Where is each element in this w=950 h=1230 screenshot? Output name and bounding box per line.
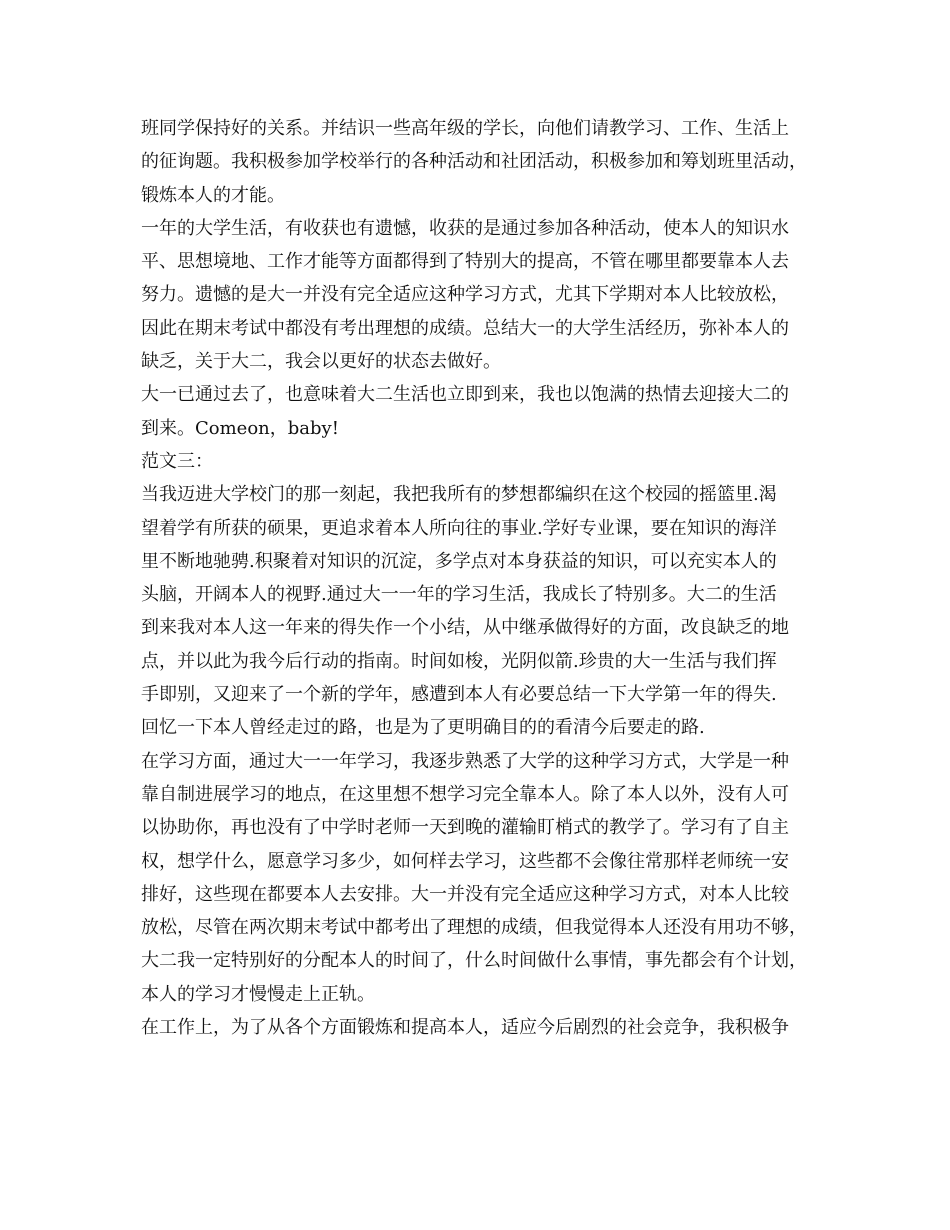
text-line: 缺乏，关于大二，我会以更好的状态去做好。	[141, 351, 501, 373]
text-line: 一年的大学生活，有收获也有遗憾，收获的是通过参加各种活动，使本人的知识水	[141, 217, 789, 239]
text-line: 锻炼本人的才能。	[141, 184, 285, 206]
text-line: 班同学保持好的关系。并结识一些高年级的学长，向他们请教学习、工作、生活上	[141, 118, 789, 139]
text-line: 努力。遗憾的是大一并没有完全适应这种学习方式，尤其下学期对本人比较放松，	[141, 284, 789, 306]
text-line: 本人的学习才慢慢走上正轨。	[141, 983, 375, 1005]
text-line: 到来我对本人这一年来的得失作一个小结，从中继承做得好的方面，改良缺乏的地	[141, 617, 789, 639]
text-line: 到来。Comeon，baby!	[141, 417, 339, 439]
text-line: 回忆一下本人曾经走过的路，也是为了更明确目的的看清今后要走的路.	[141, 717, 705, 739]
text-line: 里不断地驰骋.积聚着对知识的沉淀，多学点对本身获益的知识，可以充实本人的	[141, 550, 777, 572]
text-line: 点，并以此为我今后行动的指南。时间如梭，光阴似箭.珍贵的大一生活与我们挥	[141, 650, 777, 672]
section-heading: 范文三：	[141, 450, 213, 472]
text-line: 手即别，又迎来了一个新的学年，感遭到本人有必要总结一下大学第一年的得失.	[141, 684, 777, 706]
text-line: 在学习方面，通过大一一年学习，我逐步熟悉了大学的这种学习方式，大学是一种	[141, 750, 789, 772]
text-line: 头脑，开阔本人的视野.通过大一一年的学习生活，我成长了特别多。大二的生活	[141, 584, 777, 606]
document-body	[141, 112, 821, 1044]
text-line: 排好，这些现在都要本人去安排。大一并没有完全适应这种学习方式，对本人比较	[141, 883, 789, 905]
text-line: 望着学有所获的硕果，更追求着本人所向往的事业.学好专业课，要在知识的海洋	[141, 517, 777, 539]
text-line: 在工作上，为了从各个方面锻炼和提高本人，适应今后剧烈的社会竞争，我积极争	[141, 1017, 789, 1039]
text-line: 当我迈进大学校门的那一刻起，我把我所有的梦想都编织在这个校园的摇篮里.渴	[141, 484, 777, 506]
text-line: 大二我一定特别好的分配本人的时间了，什么时间做什么事情，事先都会有个计划，	[141, 950, 807, 972]
text-line: 平、思想境地、工作才能等方面都得到了特别大的提高，不管在哪里都要靠本人去	[141, 251, 789, 273]
text-line: 大一已通过去了，也意味着大二生活也立即到来，我也以饱满的热情去迎接大二的	[141, 384, 789, 406]
text-line: 因此在期末考试中都没有考出理想的成绩。总结大一的大学生活经历，弥补本人的	[141, 317, 789, 339]
text-line: 的征询题。我积极参加学校举行的各种活动和社团活动，积极参加和筹划班里活动，	[141, 151, 807, 173]
text-line: 靠自制进展学习的地点，在这里想不想学习完全靠本人。除了本人以外，没有人可	[141, 783, 789, 805]
text-line: 权，想学什么，愿意学习多少，如何样去学习，这些都不会像往常那样老师统一安	[141, 850, 789, 872]
text-line: 放松，尽管在两次期末考试中都考出了理想的成绩，但我觉得本人还没有用功不够，	[141, 917, 807, 939]
text-line: 以协助你，再也没有了中学时老师一天到晚的灌输盯梢式的教学了。学习有了自主	[141, 817, 789, 839]
